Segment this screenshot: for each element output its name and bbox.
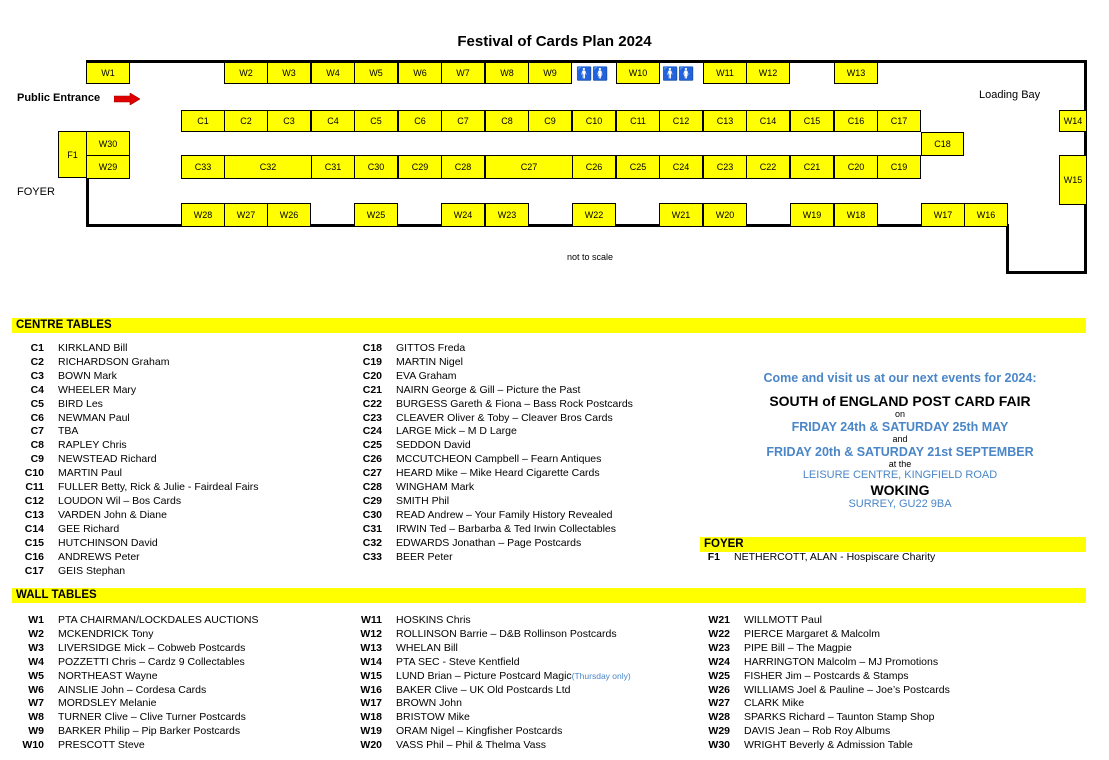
table-c31: C31 (311, 155, 355, 179)
table-w3: W3 (267, 62, 311, 84)
list-item (352, 725, 631, 739)
table-code: C20 (362, 369, 382, 382)
table-code: W12 (360, 627, 382, 640)
exhibitor-name: DAVIS Jean – Rob Roy Albums (744, 725, 891, 738)
list-item (700, 614, 950, 628)
promo-county: SURREY, GU22 9BA (848, 497, 952, 510)
table-w28: W28 (181, 203, 225, 227)
table-c2: C2 (224, 110, 268, 132)
list-item (14, 565, 259, 579)
table-c23: C23 (703, 155, 747, 179)
table-c32: C32 (224, 155, 312, 179)
table-c24: C24 (659, 155, 703, 179)
table-code: W13 (360, 641, 382, 654)
exhibitor-name: PTA CHAIRMAN/LOCKDALES AUCTIONS (58, 614, 259, 626)
list-item (690, 551, 935, 565)
table-code: W11 (360, 614, 382, 626)
list-item (352, 425, 633, 439)
table-w12: W12 (746, 62, 790, 84)
list-item (352, 537, 633, 551)
table-code: C27 (362, 467, 382, 480)
exhibitor-name: LIVERSIDGE Mick – Cobweb Postcards (58, 641, 246, 654)
wall-list-col3 (700, 614, 950, 753)
promo-at-the: at the (888, 458, 912, 469)
table-code: W19 (360, 725, 382, 738)
exhibitor-name: FULLER Betty, Rick & Julie - Fairdeal Fairs (58, 481, 259, 494)
table-code: C32 (362, 536, 382, 549)
exhibitor-name: WILLIAMS Joel & Pauline – Joe’s Postcards (744, 683, 950, 696)
table-c15: C15 (790, 110, 834, 132)
public-entrance-label: Public Entrance (17, 92, 101, 104)
exhibitor-name: PIPE Bill – The Magpie (744, 641, 852, 654)
table-w15: W15 (1059, 155, 1087, 205)
table-code: W27 (708, 697, 730, 710)
table-c5: C5 (354, 110, 398, 132)
exhibitor-name: GITTOS Freda (396, 342, 466, 354)
table-code: W5 (28, 669, 44, 682)
list-item (14, 398, 259, 412)
list-item (352, 439, 633, 453)
table-c29: C29 (398, 155, 442, 179)
table-code: C2 (30, 355, 44, 368)
table-code: W4 (28, 655, 44, 668)
exhibitor-name: VASS Phil – Phil & Thelma Vass (396, 739, 546, 752)
list-item (352, 495, 633, 509)
table-c19: C19 (877, 155, 921, 179)
table-w21: W21 (659, 203, 703, 227)
list-item (352, 697, 631, 711)
list-item (14, 537, 259, 551)
table-code: C31 (362, 522, 382, 535)
table-w19: W19 (790, 203, 834, 227)
exhibitor-name: POZZETTI Chris – Cardz 9 Collectables (58, 655, 245, 668)
table-c33: C33 (181, 155, 225, 179)
table-code: F1 (707, 551, 720, 563)
table-code: W30 (708, 739, 730, 752)
exhibitor-name: MORDSLEY Melanie (58, 697, 157, 710)
exhibitor-name: NEWMAN Paul (58, 411, 130, 424)
table-code: C11 (25, 481, 44, 494)
table-c18: C18 (921, 132, 964, 156)
table-code: W1 (28, 614, 44, 626)
exhibitor-name: LARGE Mick – M D Large (396, 425, 517, 438)
table-w23: W23 (485, 203, 529, 227)
list-item (700, 628, 950, 642)
table-c16: C16 (834, 110, 878, 132)
list-item (700, 684, 950, 698)
exhibitor-name: AINSLIE John – Cordesa Cards (58, 683, 207, 696)
exhibitor-name: GEE Richard (58, 522, 120, 535)
wall-right-lower-step (1006, 224, 1009, 274)
foyer-header: FOYER (700, 537, 1086, 552)
exhibitor-name: SMITH Phil (396, 494, 450, 507)
table-code: W14 (360, 655, 382, 668)
table-code: C9 (30, 453, 44, 466)
table-code: W17 (360, 697, 382, 710)
table-w17: W17 (921, 203, 965, 227)
table-code: C6 (30, 411, 44, 424)
exhibitor-name: MARTIN Nigel (396, 355, 463, 368)
list-item (352, 370, 633, 384)
table-c11: C11 (616, 110, 660, 132)
table-code: C16 (24, 550, 44, 563)
table-c12: C12 (659, 110, 703, 132)
table-code: C8 (30, 439, 44, 452)
list-item (14, 495, 259, 509)
table-c22: C22 (746, 155, 790, 179)
list-item (700, 725, 950, 739)
list-item (352, 551, 633, 565)
table-c21: C21 (790, 155, 834, 179)
table-code: W24 (708, 655, 730, 668)
table-w10: W10 (616, 62, 660, 84)
table-c4: C4 (311, 110, 355, 132)
promo-venue: LEISURE CENTRE, KINGFIELD ROAD (802, 469, 998, 482)
wall-tables-header: WALL TABLES (12, 588, 1086, 603)
exhibitor-name: IRWIN Ted – Barbarba & Ted Irwin Collectables (396, 522, 617, 535)
table-c9: C9 (528, 110, 572, 132)
plan-title: Festival of Cards Plan 2024 (457, 33, 652, 50)
list-item (352, 384, 633, 398)
exhibitor-name: WINGHAM Mark (396, 481, 475, 494)
table-code: C19 (362, 355, 382, 368)
list-item (700, 670, 950, 684)
table-c13: C13 (703, 110, 747, 132)
table-c1: C1 (181, 110, 225, 132)
exhibitor-name: TURNER Clive – Clive Turner Postcards (58, 711, 246, 724)
list-item (352, 356, 633, 370)
table-code: W21 (708, 614, 730, 626)
list-item (352, 523, 633, 537)
table-w5: W5 (354, 62, 398, 84)
table-c8: C8 (485, 110, 529, 132)
table-w22: W22 (572, 203, 616, 227)
table-f1: F1 (58, 131, 87, 178)
exhibitor-name: RAPLEY Chris (58, 439, 127, 452)
table-w16: W16 (964, 203, 1008, 227)
table-code: C29 (362, 494, 382, 507)
exhibitor-name: CLEAVER Oliver & Toby – Cleaver Bros Cards (396, 411, 613, 424)
promo-headline: Come and visit us at our next events for 2024: (763, 371, 1037, 385)
list-item (352, 684, 631, 698)
list-item (14, 656, 259, 670)
list-item (14, 670, 259, 684)
list-item (352, 412, 633, 426)
exhibitor-name: HUTCHINSON David (58, 536, 158, 549)
exhibitor-name: EVA Graham (396, 369, 457, 382)
table-code: C15 (24, 536, 44, 549)
table-code: W23 (708, 641, 730, 654)
exhibitor-name: NORTHEAST Wayne (58, 669, 158, 682)
list-item (14, 642, 259, 656)
exhibitor-name: VARDEN John & Diane (58, 508, 167, 521)
table-w4: W4 (311, 62, 355, 84)
wall-list-col1 (14, 614, 259, 753)
exhibitor-name: SPARKS Richard – Taunton Stamp Shop (744, 711, 935, 724)
promo-fair-name: SOUTH of ENGLAND POST CARD FAIR (769, 393, 1031, 410)
loading-bay-label: Loading Bay (979, 89, 1041, 101)
table-w9: W9 (528, 62, 572, 84)
table-c20: C20 (834, 155, 878, 179)
table-code: C14 (24, 522, 44, 535)
exhibitor-name: MARTIN Paul (58, 467, 122, 480)
promo-date-may: FRIDAY 24th & SATURDAY 25th MAY (791, 419, 1009, 434)
table-code: W28 (708, 711, 730, 724)
table-code: W29 (708, 725, 730, 738)
list-item (700, 642, 950, 656)
table-code: C7 (30, 425, 44, 438)
list-item (352, 614, 631, 628)
table-w13: W13 (834, 62, 878, 84)
exhibitor-name: BARKER Philip – Pip Barker Postcards (58, 725, 241, 738)
exhibitor-name: READ Andrew – Your Family History Revealed (396, 508, 613, 521)
table-code: W10 (22, 739, 44, 752)
exhibitor-name: RICHARDSON Graham (58, 355, 170, 368)
list-item (352, 656, 631, 670)
table-code: W7 (28, 697, 44, 710)
list-item (352, 342, 633, 356)
table-code: W6 (28, 683, 44, 696)
table-code: W16 (360, 683, 382, 696)
exhibitor-name: HARRINGTON Malcolm – MJ Promotions (744, 655, 939, 668)
toilet-icon: 🚹🚺 (576, 66, 609, 81)
exhibitor-name: MCCUTCHEON Campbell – Fearn Antiques (396, 453, 602, 466)
table-c28: C28 (441, 155, 485, 179)
list-item (14, 370, 259, 384)
list-item (352, 467, 633, 481)
table-code: C18 (362, 342, 382, 354)
list-item (352, 642, 631, 656)
table-code: C4 (30, 383, 44, 396)
list-item (352, 711, 631, 725)
exhibitor-name: KIRKLAND Bill (58, 342, 128, 354)
table-code: W8 (28, 711, 44, 724)
table-c27: C27 (485, 155, 573, 179)
table-code: W3 (28, 641, 44, 654)
table-w25: W25 (354, 203, 398, 227)
exhibitor-name: PTA SEC - Steve Kentfield (396, 655, 520, 668)
exhibitor-name: ANDREWS Peter (58, 550, 140, 563)
table-code: C33 (362, 550, 382, 563)
list-item (352, 398, 633, 412)
table-code: C21 (362, 383, 382, 396)
table-code: W2 (28, 627, 44, 640)
centre-list-col1 (14, 342, 259, 578)
table-w24: W24 (441, 203, 485, 227)
list-item (700, 656, 950, 670)
table-code: C1 (30, 342, 44, 354)
exhibitor-name: BOWN Mark (58, 369, 117, 382)
list-item (14, 628, 259, 642)
promo-town: WOKING (870, 481, 930, 498)
list-item (352, 628, 631, 642)
list-item (352, 453, 633, 467)
list-item (14, 509, 259, 523)
exhibitor-name: PIERCE Margaret & Malcolm (744, 627, 880, 640)
wall-bottom-right (1006, 271, 1087, 274)
exhibitor-name: BURGESS Gareth & Fiona – Bass Rock Postcards (396, 397, 633, 410)
table-c17: C17 (877, 110, 921, 132)
list-item (352, 481, 633, 495)
table-c7: C7 (441, 110, 485, 132)
table-code: C3 (30, 369, 44, 382)
table-code: W25 (708, 669, 730, 682)
list-item (14, 481, 259, 495)
table-code: C10 (24, 467, 44, 480)
exhibitor-name: ROLLINSON Barrie – D&B Rollinson Postcards (396, 627, 617, 640)
exhibitor-name: NAIRN George & Gill – Picture the Past (396, 383, 581, 396)
exhibitor-name: WILLMOTT Paul (744, 614, 822, 626)
table-c14: C14 (746, 110, 790, 132)
exhibitor-name: LUND Brian – Picture Postcard Magic (396, 669, 572, 682)
table-c6: C6 (398, 110, 442, 132)
list-item (14, 453, 259, 467)
foyer-label: FOYER (17, 186, 55, 198)
table-w26: W26 (267, 203, 311, 227)
table-w14: W14 (1059, 110, 1087, 132)
exhibitor-name: TBA (58, 425, 79, 438)
centre-tables-header: CENTRE TABLES (12, 318, 1086, 333)
exhibitor-name: WHEELER Mary (58, 383, 137, 396)
table-code: C26 (362, 453, 382, 466)
table-code: C23 (362, 411, 382, 424)
table-c10: C10 (572, 110, 616, 132)
table-code: W15 (360, 669, 382, 682)
exhibitor-name: FISHER Jim – Postcards & Stamps (744, 669, 909, 682)
exhibitor-name: BEER Peter (396, 550, 453, 563)
list-item (14, 439, 259, 453)
table-w6: W6 (398, 62, 442, 84)
table-code: C22 (362, 397, 382, 410)
centre-list-col2 (352, 342, 633, 565)
table-code: C25 (362, 439, 382, 452)
table-w29: W29 (86, 155, 130, 179)
exhibitor-name: MCKENDRICK Tony (58, 627, 154, 640)
exhibitor-name: EDWARDS Jonathan – Page Postcards (396, 536, 582, 549)
table-code: W26 (708, 683, 730, 696)
not-to-scale-label: not to scale (567, 252, 614, 262)
exhibitor-name: ORAM Nigel – Kingfisher Postcards (396, 725, 563, 738)
foyer-list (690, 551, 935, 565)
toilet-icon: 🚹🚺 (662, 66, 695, 81)
exhibitor-name: BROWN John (396, 697, 462, 710)
table-w20: W20 (703, 203, 747, 227)
exhibitor-name: LOUDON Wil – Bos Cards (58, 494, 182, 507)
list-item (14, 739, 259, 753)
list-item (700, 697, 950, 711)
list-item (14, 711, 259, 725)
exhibitor-name: GEIS Stephan (58, 564, 126, 577)
table-w2: W2 (224, 62, 268, 84)
exhibitor-name: HOSKINS Chris (396, 614, 471, 626)
list-item (14, 697, 259, 711)
exhibitor-name: BIRD Les (58, 397, 103, 410)
list-item (352, 739, 631, 753)
exhibitor-name: WRIGHT Beverly & Admission Table (744, 739, 913, 752)
list-item (14, 523, 259, 537)
table-code: C13 (24, 508, 44, 521)
table-w8: W8 (485, 62, 529, 84)
table-code: W9 (28, 725, 44, 738)
list-item (14, 412, 259, 426)
table-c25: C25 (616, 155, 660, 179)
entrance-arrow-icon (114, 93, 140, 105)
exhibitor-name: HEARD Mike – Mike Heard Cigarette Cards (396, 467, 600, 480)
table-code: W18 (360, 711, 382, 724)
list-item (14, 684, 259, 698)
table-code: W20 (360, 739, 382, 752)
table-code: C28 (362, 481, 382, 494)
table-w7: W7 (441, 62, 485, 84)
table-c30: C30 (354, 155, 398, 179)
exhibitor-name: NEWSTEAD Richard (58, 453, 157, 466)
table-code: C12 (24, 494, 44, 507)
table-w1: W1 (86, 62, 130, 84)
promo-block (735, 371, 1065, 511)
table-code: W22 (708, 627, 730, 640)
table-code: C30 (362, 508, 382, 521)
promo-on: on (894, 409, 905, 420)
exhibitor-name: PRESCOTT Steve (58, 739, 145, 752)
exhibitor-note: (Thursday only) (571, 670, 631, 681)
exhibitor-name: WHELAN Bill (396, 641, 458, 654)
wall-list-col2 (352, 614, 631, 753)
list-item (352, 670, 631, 684)
list-item (700, 711, 950, 725)
list-item (14, 614, 259, 628)
list-item (14, 342, 259, 356)
table-code: C17 (24, 564, 44, 577)
list-item (14, 425, 259, 439)
exhibitor-name: BAKER Clive – UK Old Postcards Ltd (396, 683, 571, 696)
list-item (14, 551, 259, 565)
table-w27: W27 (224, 203, 268, 227)
exhibitor-name: CLARK Mike (744, 697, 805, 710)
table-w11: W11 (703, 62, 747, 84)
table-w18: W18 (834, 203, 878, 227)
exhibitor-name: BRISTOW Mike (396, 711, 470, 724)
exhibitor-name: NETHERCOTT, ALAN - Hospiscare Charity (734, 551, 936, 563)
table-c3: C3 (267, 110, 311, 132)
list-item (352, 509, 633, 523)
exhibitor-name: SEDDON David (396, 439, 471, 452)
table-code: C24 (362, 425, 382, 438)
list-item (14, 725, 259, 739)
table-c26: C26 (572, 155, 616, 179)
promo-date-september: FRIDAY 20th & SATURDAY 21st SEPTEMBER (766, 444, 1034, 459)
list-item (14, 384, 259, 398)
list-item (14, 356, 259, 370)
list-item (700, 739, 950, 753)
table-w30: W30 (86, 131, 130, 156)
list-item (14, 467, 259, 481)
table-code: C5 (30, 397, 44, 410)
promo-and: and (892, 434, 908, 445)
